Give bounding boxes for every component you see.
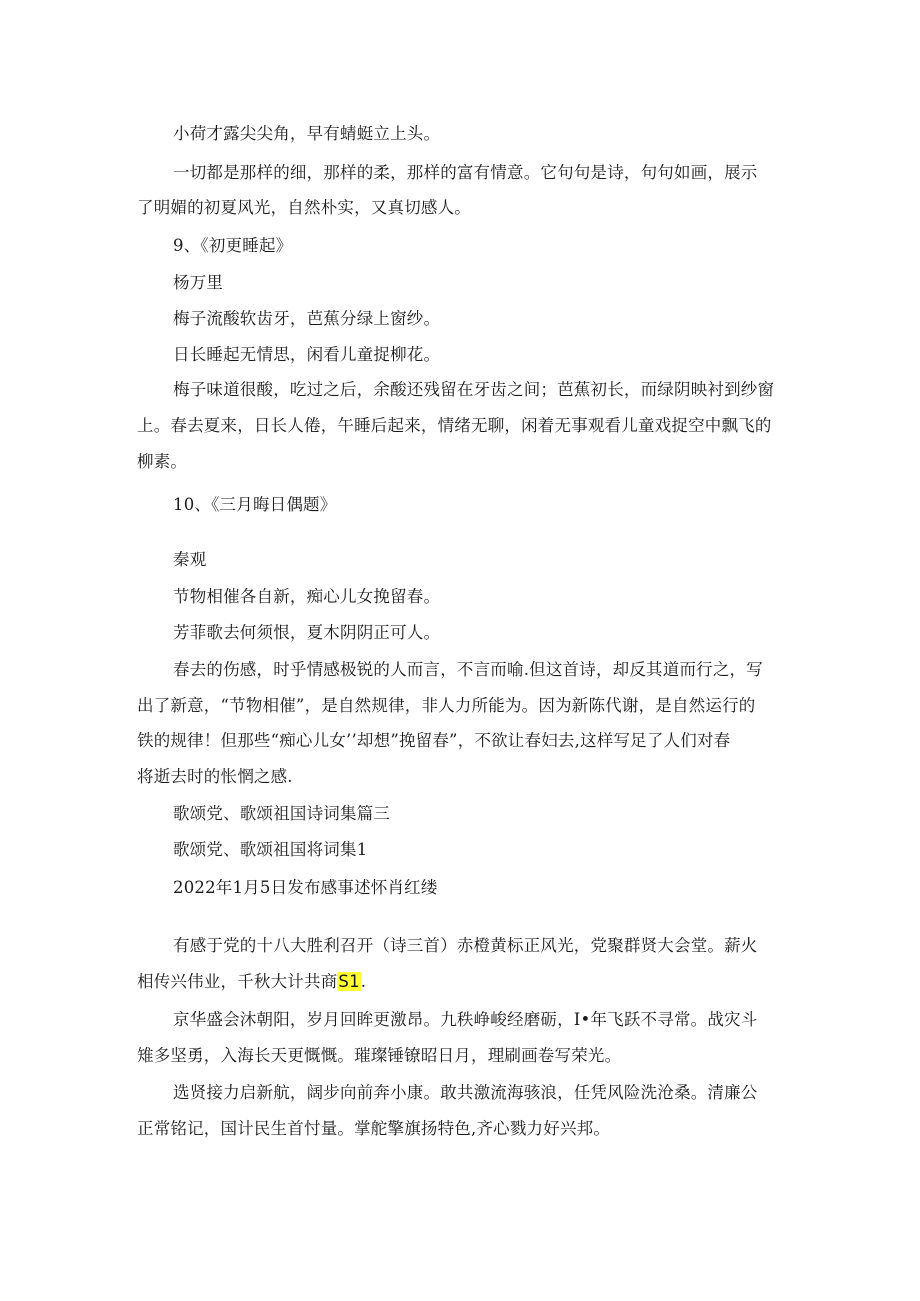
body-text: . <box>360 972 367 991</box>
section-heading: 歌颂党、歌颂祖国诗词集篇三 <box>173 804 391 823</box>
poem-line: 节物相催各自新，痴心儿女挽留春。 <box>173 587 441 606</box>
commentary-paragraph: 一切都是那样的细，那样的柔，那样的富有情意。它句句是诗，句句如画，展示 <box>173 163 758 182</box>
commentary-paragraph-cont: 了明媚的初夏风光，自然朴实，又真切感人。 <box>137 198 471 217</box>
body-paragraph-cont: 正常铭记，国计民生首忖量。掌舵擎旗扬特色,齐心戮力好兴邦。 <box>137 1119 611 1138</box>
poem-line: 梅子流酸软齿牙，芭蕉分绿上窗纱。 <box>173 309 441 328</box>
commentary-paragraph-cont: 上。春去夏来，日长人倦，午睡后起来，情绪无聊，闲着无事观看儿童戏捉空中飘飞的 <box>137 416 772 435</box>
body-paragraph: 京华盛会沐朝阳，岁月回眸更激昂。九秩峥峻经磨砺，I•年飞跃不寻常。战灾斗 <box>173 1010 758 1029</box>
body-paragraph: 有感于党的十八大胜利召开（诗三首）赤橙黄标正风光，党聚群贤大会堂。薪火 <box>173 936 758 955</box>
body-paragraph-cont <box>137 972 366 992</box>
commentary-paragraph-cont: 出了新意，“节物相催”，是自然规律，非人力所能为。因为新陈代谢，是自然运行的 <box>137 696 756 715</box>
poem-author: 秦观 <box>173 550 207 569</box>
commentary-paragraph-cont: 柳素。 <box>137 452 188 471</box>
poem-line: 日长睡起无情思，闲看儿童捉柳花。 <box>173 345 441 364</box>
publish-info: 2022年1月5日发布感事述怀肖红缕 <box>173 878 438 897</box>
poem-line: 芳菲歌去何须恨，夏木阴阴正可人。 <box>173 623 441 642</box>
poem-title: 10、《三月晦日偶题》 <box>173 495 337 514</box>
poem-author: 杨万里 <box>173 273 224 292</box>
body-text: 相传兴伟业，千秋大计共商 <box>137 972 338 991</box>
commentary-paragraph-cont: 将逝去时的怅惘之感. <box>137 767 293 786</box>
commentary-paragraph: 梅子味道很酸，吃过之后，余酸还残留在牙齿之间；芭蕉初长，而绿阴映衬到纱窗 <box>173 380 775 399</box>
body-paragraph-cont: 雉多坚勇，入海长天更慨慨。璀璨锤镣昭日月，理刷画卷写荣光。 <box>137 1046 622 1065</box>
highlighted-text: S1 <box>338 972 360 991</box>
commentary-paragraph-cont: 铁的规律！但那些“痴心儿女’’却想”挽留春”，不欲让春妇去,这样写足了人们对春 <box>137 731 731 750</box>
commentary-paragraph: 春去的伤感，时乎情感极锐的人而言，不言而喻.但这首诗，却反其道而行之，写 <box>173 660 763 679</box>
poem-line: 小荷才露尖尖角，早有蜻蜓立上头。 <box>173 124 441 143</box>
poem-title: 9、《初更睡起》 <box>173 236 293 255</box>
section-subheading: 歌颂党、歌颂祖国将词集1 <box>173 840 368 859</box>
body-paragraph: 选贤接力启新航，阔步向前奔小康。敢共激流海骇浪，任凭风险洗沧桑。清廉公 <box>173 1083 758 1102</box>
